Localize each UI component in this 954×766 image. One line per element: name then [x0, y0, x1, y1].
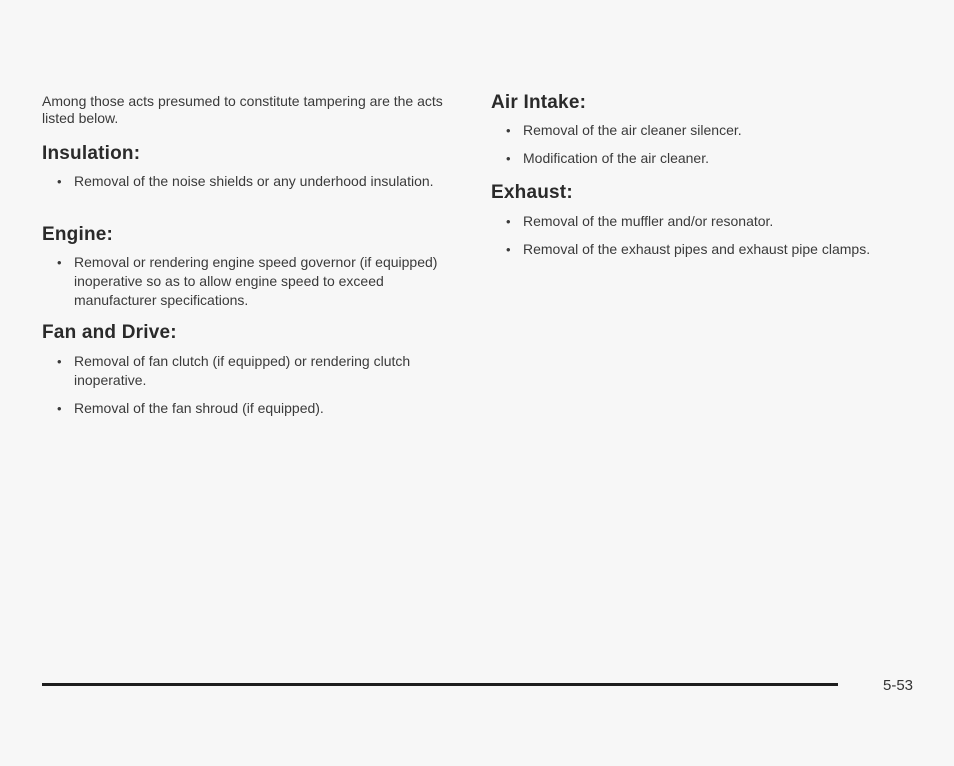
bullet-icon: • — [506, 214, 511, 229]
list-item: • Removal of fan clutch (if equipped) or rendering clutch inoperative. — [57, 353, 411, 388]
list-exhaust — [491, 212, 891, 268]
bullet-icon: • — [506, 151, 511, 166]
heading-fan-and-drive: Fan and Drive: — [42, 322, 177, 343]
list-engine — [42, 253, 442, 319]
bullet-icon: • — [57, 174, 62, 189]
list-item: • Removal or rendering engine speed governor (if equipped) inoperative so as to allow engine speed to exceed manufacturer specifications. — [57, 254, 438, 308]
bullet-icon: • — [57, 354, 62, 369]
list-item: • Removal of the fan shroud (if equipped). — [57, 400, 324, 416]
footer-rule — [42, 683, 838, 686]
list-item: • Removal of the air cleaner silencer. — [506, 122, 742, 138]
list-air-intake — [491, 121, 891, 177]
list-insulation — [42, 172, 452, 200]
list-item: • Removal of the noise shields or any underhood insulation. — [57, 173, 434, 189]
list-item: • Removal of the exhaust pipes and exhaust pipe clamps. — [506, 241, 871, 257]
heading-engine: Engine: — [42, 224, 114, 245]
page-number: 5-53 — [883, 677, 914, 694]
heading-insulation: Insulation: — [42, 143, 141, 164]
list-item: • Removal of the muffler and/or resonator. — [506, 213, 774, 229]
list-item: • Modification of the air cleaner. — [506, 150, 709, 166]
heading-exhaust: Exhaust: — [491, 182, 573, 203]
bullet-icon: • — [57, 401, 62, 416]
heading-air-intake: Air Intake: — [491, 92, 587, 113]
list-fan-and-drive — [42, 352, 452, 427]
bullet-icon: • — [57, 255, 62, 270]
intro-paragraph: Among those acts presumed to constitute tampering are the acts listed below. — [42, 93, 443, 126]
bullet-icon: • — [506, 242, 511, 257]
bullet-icon: • — [506, 123, 511, 138]
